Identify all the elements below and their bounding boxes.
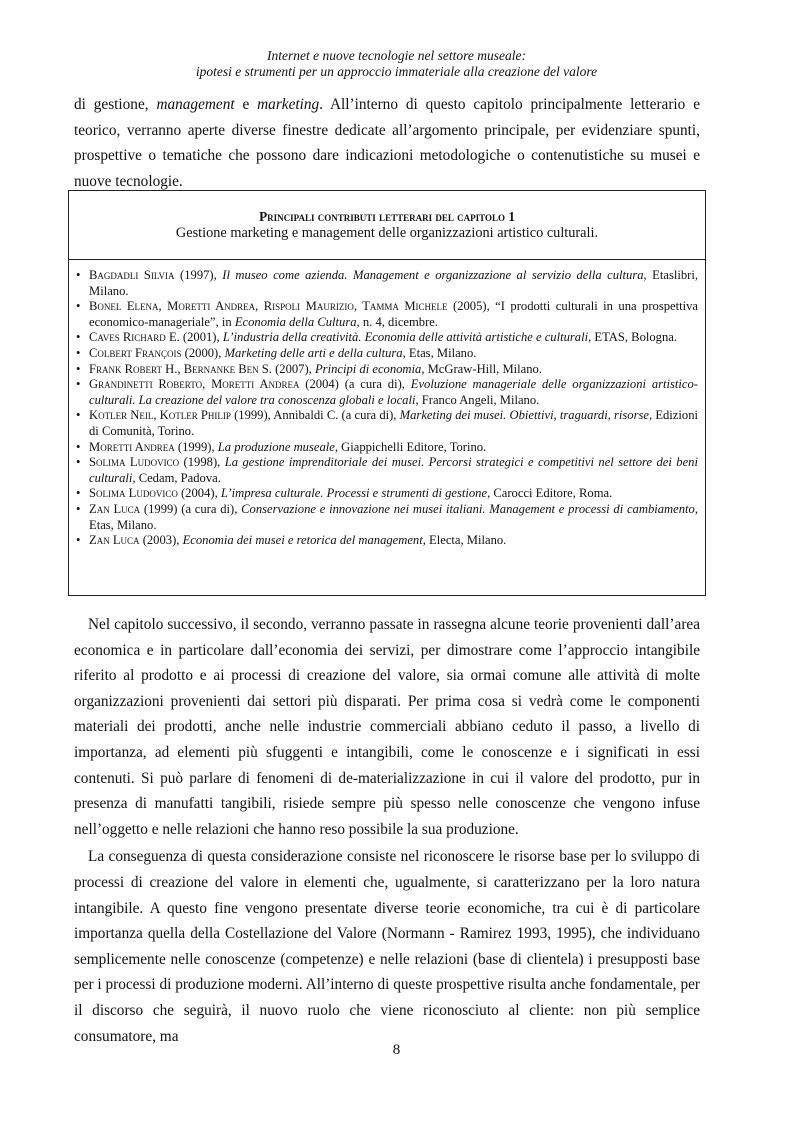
reference-publisher: , McGraw-Hill, Milano. (421, 361, 542, 376)
reference-publisher: , Etas, Milano. (89, 501, 698, 532)
reference-item (76, 268, 698, 299)
reference-title: L’industria della creatività. Economia delle attività artistiche e culturali (222, 330, 589, 345)
reference-author: Colbert François (89, 345, 182, 360)
reference-title: Conservazione e innovazione nei musei italiani. Management e processi di cambiamento (241, 501, 695, 516)
reference-bullet: • (76, 330, 81, 345)
reference-details: (1997), (174, 268, 223, 282)
reference-author: Frank Robert H., Bernanke Ben S. (89, 361, 272, 376)
intro-text-3: . All’interno di questo capitolo principalmente letterario e teorico, verranno aperte diverse finestre dedicate all’argomento principale, per evidenziare spunti, prospettive o tematiche che possono dare indicazioni metodologiche o contenutistiche su musei e nuove tecnologie. (74, 96, 700, 190)
references-list (69, 260, 705, 549)
reference-author: Bagdadli Silvia (89, 268, 175, 282)
reference-item (76, 362, 698, 378)
reference-publisher: , n. 4, dicembre. (356, 314, 439, 329)
reference-details: (1999), (174, 439, 218, 454)
reference-item (76, 330, 698, 346)
reference-title: Il museo come azienda. Management e organizzazione al servizio della cultura (222, 268, 644, 282)
reference-title: L’impresa culturale. Processi e strumenti di gestione (220, 486, 488, 501)
reference-details: (1999) (a cura di), (140, 501, 242, 516)
reference-publisher: , ETAS, Bologna. (588, 330, 677, 345)
reference-item (76, 408, 698, 439)
references-box-header (69, 191, 705, 260)
reference-item (76, 455, 698, 486)
reference-bullet: • (76, 486, 81, 501)
reference-details: (2001), (179, 330, 223, 345)
reference-bullet: • (76, 439, 81, 454)
reference-publisher: , Electa, Milano. (422, 533, 507, 548)
reference-publisher: , Franco Angeli, Milano. (415, 392, 540, 407)
reference-details: (1999), Annibaldi C. (a cura di), (230, 408, 400, 423)
body-paragraph-2: La conseguenza di questa considerazione consiste nel riconoscere le risorse base per lo sviluppo di processi di creazione del valore in elementi che, ugualmente, si caratterizzano per la loro natura intangibile. A questo fine vengono presentate diverse teorie economiche, tra cui è di particolare importanza quella della Costellazione del Valore (Normann - Ramirez 1993, 1995), che individuano semplicemente nelle conoscenze (competenze) e nelle relazioni (base di clientela) i presupposti base per i processi di produzione moderni. All’interno di queste prospettive risulta anche fondamentale, per il discorso che seguirà, il nuovo ruolo che viene riconosciuto al cliente: non più semplice consumatore, ma (74, 848, 700, 1045)
references-box (68, 190, 706, 596)
reference-title: Principi di economia (314, 361, 422, 376)
reference-title: Evoluzione manageriale delle organizzazioni artistico-culturali. La creazione del valore tra conoscenza globali e locali (89, 377, 698, 407)
reference-bullet: • (76, 455, 81, 470)
reference-author: Solima Ludovico (89, 455, 180, 470)
reference-publisher: , Etaslibri, Milano. (89, 268, 698, 298)
reference-publisher: , Cedam, Padova. (132, 470, 221, 485)
reference-item (76, 377, 698, 408)
reference-bullet: • (76, 377, 81, 392)
running-header-line2: ipotesi e strumenti per un approccio immateriale alla creazione del valore (195, 64, 598, 79)
reference-details: (2004), (177, 486, 221, 501)
reference-bullet: • (76, 361, 81, 376)
reference-item (76, 486, 698, 502)
reference-author: Moretti Andrea (89, 439, 175, 454)
reference-details: (2000), (181, 345, 225, 360)
reference-publisher: , Edizioni di Comunità, Torino. (89, 408, 698, 438)
reference-publisher: , Giappichelli Editore, Torino. (334, 439, 487, 454)
reference-item (76, 533, 698, 549)
reference-author: Zan Luca (89, 533, 140, 548)
intro-text-2: e (234, 96, 258, 113)
reference-title: Marketing dei musei. Obiettivi, traguardi, risorse (399, 408, 649, 423)
reference-item (76, 440, 698, 456)
reference-details: (2004) (a cura di), (299, 377, 411, 392)
reference-details: (2003), (139, 533, 183, 548)
running-header-line1: Internet e nuove tecnologie nel settore museale: (267, 48, 526, 63)
reference-publisher: , Carocci Editore, Roma. (487, 486, 613, 501)
reference-bullet: • (76, 299, 81, 314)
reference-bullet: • (76, 268, 81, 282)
reference-author: Solima Ludovico (89, 486, 178, 501)
reference-title: Economia della Cultura (234, 314, 357, 329)
reference-item (76, 299, 698, 330)
reference-details: (2005), “I prodotti culturali in una prospettiva economico-manageriale”, in (89, 299, 699, 329)
references-box-title: Principali contributi letterari del capitolo 1 (259, 209, 515, 224)
reference-bullet: • (76, 533, 81, 548)
reference-bullet: • (76, 408, 81, 423)
reference-details: (1998), (179, 455, 225, 470)
reference-author: Grandinetti Roberto, Moretti Andrea (89, 377, 300, 392)
body-paragraph-1: Nel capitolo successivo, il secondo, verranno passate in rassegna alcune teorie provenienti dall’area economica e in particolare dall’economia dei servizi, per dimostrare come l’approccio intangibile riferito al prodotto e ai processi di creazione del valore, sia ormai comune alle attività di molte organizzazioni provenienti dai settori più disparati. Per prima cosa si vedrà come le componenti materiali dei prodotti, anche nelle industrie commerciali abbiano ceduto il passo, a livello di importanza, ad elementi più sfuggenti e intangibili, come le conoscenze e i significati in essi contenuti. Si può parlare di fenomeni di de-materializzazione in cui il valore del prodotto, pur in presenza di manufatti tangibili, risiede sempre più spesso nelle conoscenze che vengono infuse nell’oggetto e nelle relazioni che hanno reso possibile la sua produzione. (74, 616, 700, 838)
intro-text-1: di gestione, (74, 96, 157, 113)
intro-emphasis-marketing: marketing (257, 96, 320, 113)
reference-author: Bonel Elena, Moretti Andrea, Rispoli Maurizio, Tamma Michele (89, 299, 448, 314)
running-header (0, 48, 793, 80)
reference-item (76, 502, 698, 533)
reference-title: La produzione museale (217, 439, 335, 454)
reference-author: Zan Luca (89, 501, 141, 516)
reference-title: Marketing delle arti e della cultura (224, 345, 403, 360)
reference-details: (2007), (271, 361, 315, 376)
references-box-subtitle: Gestione marketing e management delle organizzazioni artistico culturali. (175, 225, 599, 241)
reference-author: Caves Richard E. (89, 330, 180, 345)
page-number: 8 (392, 1042, 401, 1058)
intro-emphasis-management: management (156, 96, 235, 113)
reference-item (76, 346, 698, 362)
intro-paragraph (74, 92, 700, 194)
reference-bullet: • (76, 501, 81, 516)
reference-author: Kotler Neil, Kotler Philip (89, 408, 231, 423)
body-text (74, 612, 700, 1051)
reference-bullet: • (76, 345, 81, 360)
reference-publisher: , Etas, Milano. (402, 345, 477, 360)
reference-title: La gestione imprenditoriale dei musei. Percorsi strategici e competitivi nel settore dei beni culturali (89, 455, 698, 485)
reference-title: Economia dei musei e retorica del management (182, 533, 423, 548)
